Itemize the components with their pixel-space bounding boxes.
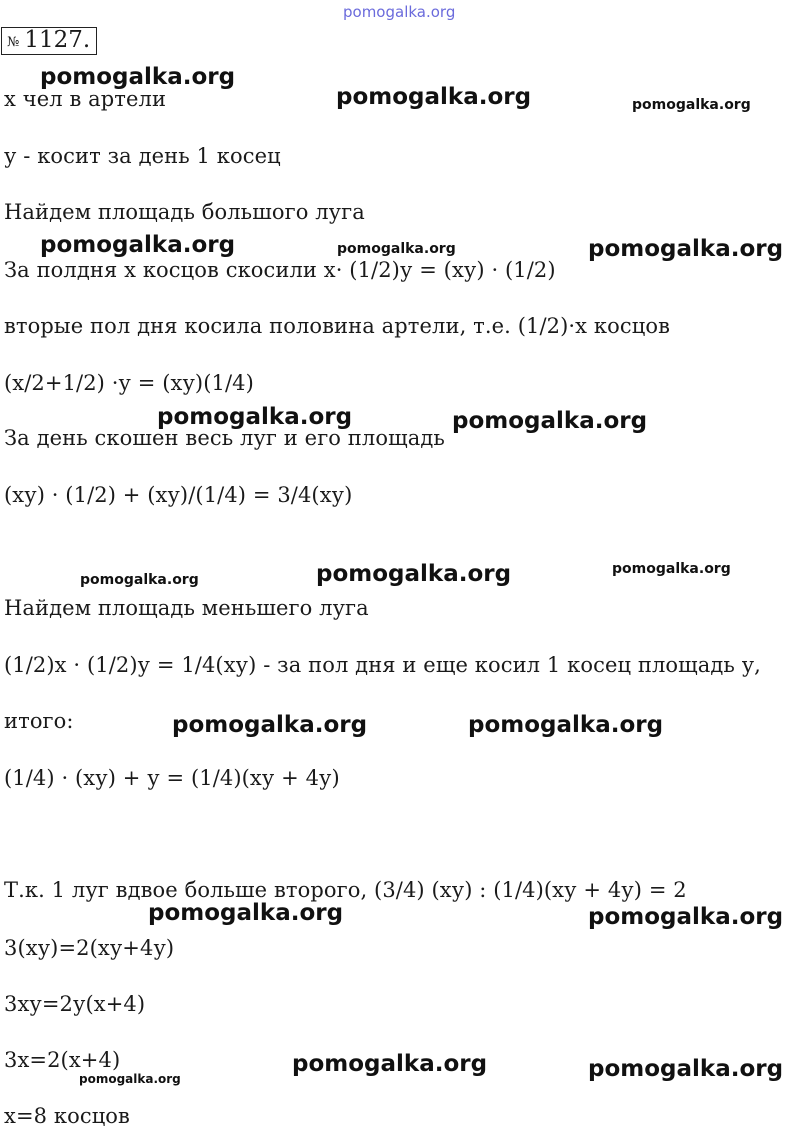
watermark: pomogalka.org [632, 97, 751, 113]
watermark: pomogalka.org [80, 572, 199, 588]
watermark: pomogalka.org [588, 904, 784, 930]
text-line-5: вторые пол дня косила половина артели, т.е. (1/2)·х косцов [4, 314, 670, 338]
text-line-12: (1/4) · (ху) + у = (1/4)(ху + 4у) [4, 766, 340, 790]
text-line-1: х чел в артели [4, 87, 167, 111]
problem-number: 1127. [24, 27, 91, 53]
watermark: pomogalka.org [468, 712, 664, 738]
watermark: pomogalka.org [588, 236, 784, 262]
text-line-6: (х/2+1/2) ·у = (ху)(1/4) [4, 371, 254, 395]
text-line-2: у - косит за день 1 косец [4, 144, 281, 168]
text-line-14: 3(ху)=2(ху+4у) [4, 936, 175, 960]
problem-number-box [1, 27, 97, 55]
text-line-4: За полдня х косцов скосили х· (1/2)у = (ху) · (1/2) [4, 258, 556, 282]
watermark: pomogalka.org [452, 408, 648, 434]
text-line-11: итого: [4, 709, 74, 733]
watermark: pomogalka.org [79, 1072, 181, 1086]
watermark: pomogalka.org [588, 1056, 784, 1082]
watermark: pomogalka.org [316, 561, 512, 587]
text-line-10: (1/2)х · (1/2)у = 1/4(ху) - за пол дня и еще косил 1 косец площадь у, [4, 653, 761, 677]
watermark: pomogalka.org [172, 712, 368, 738]
text-line-8: (ху) · (1/2) + (ху)/(1/4) = 3/4(ху) [4, 483, 353, 507]
watermark: pomogalka.org [40, 64, 236, 90]
watermark-top: pomogalka.org [343, 3, 456, 21]
watermark: pomogalka.org [292, 1051, 488, 1077]
watermark: pomogalka.org [40, 232, 236, 258]
watermark: pomogalka.org [148, 900, 344, 926]
watermark: pomogalka.org [157, 404, 353, 430]
text-line-3: Найдем площадь большого луга [4, 200, 365, 224]
text-line-9: Найдем площадь меньшего луга [4, 596, 369, 620]
watermark: pomogalka.org [612, 561, 731, 577]
text-line-15: 3ху=2у(х+4) [4, 992, 146, 1016]
text-line-13: Т.к. 1 луг вдвое больше второго, (3/4) (ху) : (1/4)(ху + 4у) = 2 [4, 878, 687, 902]
text-line-17: х=8 косцов [4, 1104, 130, 1128]
watermark: pomogalka.org [336, 84, 532, 110]
text-line-16: 3х=2(х+4) [4, 1048, 121, 1072]
text-line-7: За день скошен весь луг и его площадь [4, 426, 445, 450]
watermark: pomogalka.org [337, 241, 456, 257]
number-sign: № [7, 35, 20, 50]
